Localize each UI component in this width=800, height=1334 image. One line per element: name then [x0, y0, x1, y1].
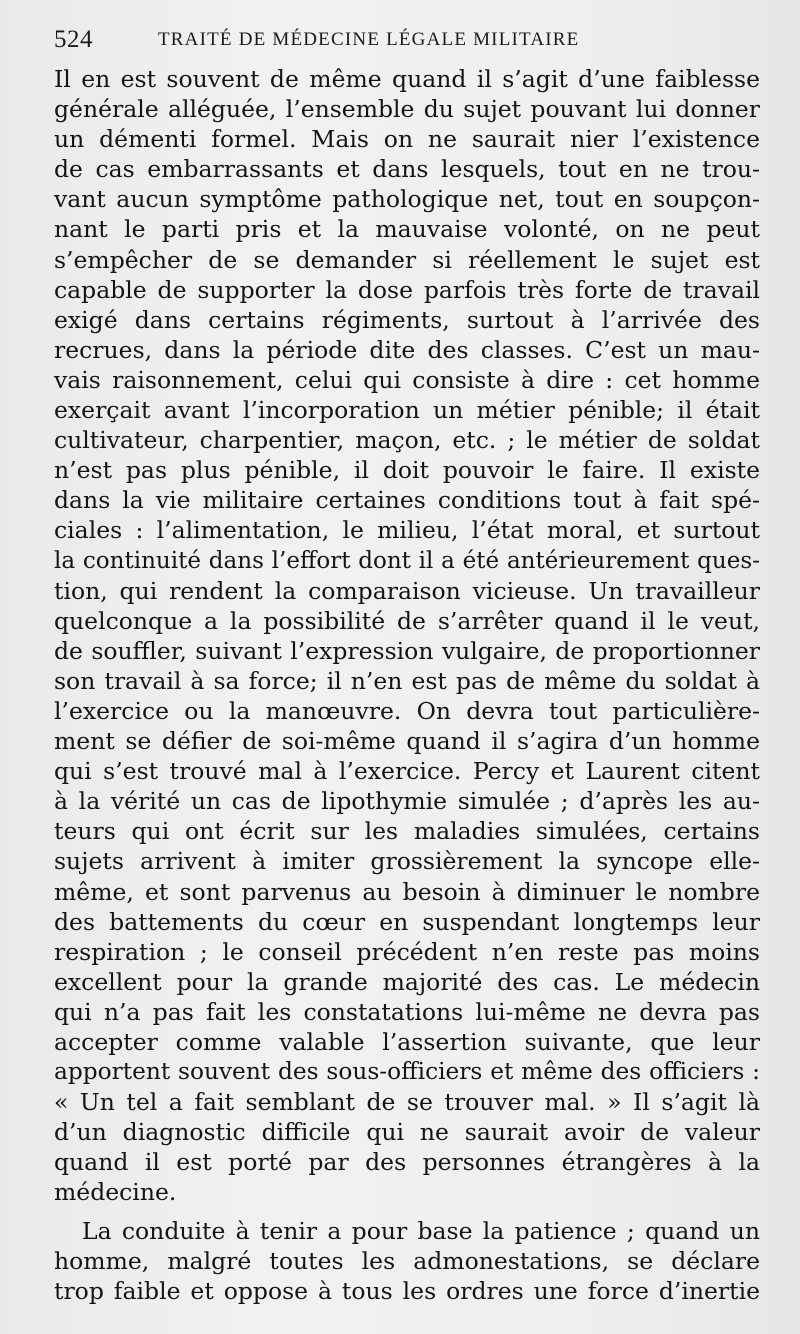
text-line: vant aucun symptôme pathologique net, tout en soupçon- — [54, 185, 760, 214]
text-line: exerçait avant l’incorporation un métier pénible; il était — [54, 396, 760, 425]
text-line: à la vérité un cas de lipothymie simulée ; d’après les au- — [54, 787, 760, 816]
text-line: teurs qui ont écrit sur les maladies simulées, certains — [54, 817, 760, 846]
text-line: de cas embarrassants et dans lesquels, tout en ne trou- — [54, 155, 760, 184]
text-line: qui n’a pas fait les constatations lui-même ne devra pas — [54, 997, 760, 1026]
running-title: TRAITÉ DE MÉDECINE LÉGALE MILITAIRE — [158, 29, 580, 50]
text-line: quand il est porté par des personnes étrangères à la — [54, 1148, 760, 1177]
text-line: vais raisonnement, celui qui consiste à dire : cet homme — [54, 365, 760, 394]
text-line: accepter comme valable l’assertion suivante, que leur — [54, 1028, 760, 1056]
text-line: recrues, dans la période dite des classes. C’est un mau- — [54, 335, 760, 364]
text-line: qui s’est trouvé mal à l’exercice. Percy et Laurent citent — [54, 757, 760, 786]
text-line: s’empêcher de se demander si réellement le sujet est — [54, 245, 760, 274]
text-line: n’est pas plus pénible, il doit pouvoir le faire. Il existe — [54, 456, 760, 485]
text-line: homme, malgré toutes les admonestations, se déclare — [54, 1246, 760, 1275]
text-line: générale alléguée, l’ensemble du sujet pouvant lui donner — [54, 95, 760, 124]
body-text — [54, 64, 760, 1306]
text-line: sujets arrivent à imiter grossièrement la syncope elle- — [54, 847, 760, 876]
text-line: nant le parti pris et la mauvaise volonté, on ne peut — [54, 215, 760, 244]
text-line: Il en est souvent de même quand il s’agit d’une faiblesse — [54, 65, 760, 93]
text-line: ciales : l’alimentation, le milieu, l’état moral, et surtout — [54, 516, 760, 545]
text-line: « Un tel a fait semblant de se trouver mal. » Il s’agit là — [54, 1088, 760, 1117]
text-line: tion, qui rendent la comparaison vicieuse. Un travailleur — [54, 576, 760, 605]
text-line: même, et sont parvenus au besoin à diminuer le nombre — [54, 877, 760, 906]
paragraph — [54, 1216, 760, 1306]
text-line: dans la vie militaire certaines conditions tout à fait spé- — [54, 486, 760, 515]
text-line: La conduite à tenir a pour base la patience ; quand un — [82, 1216, 760, 1245]
paragraph — [54, 64, 760, 1208]
text-line: d’un diagnostic difficile qui ne saurait avoir de valeur — [54, 1118, 760, 1147]
text-line: un démenti formel. Mais on ne saurait nier l’existence — [54, 125, 760, 154]
text-line: ment se défier de soi-même quand il s’agira d’un homme — [54, 727, 760, 756]
text-line: son travail à sa force; il n’en est pas de même du soldat à — [54, 666, 760, 695]
text-line: apportent souvent des sous-officiers et même des officiers : — [54, 1058, 760, 1086]
text-line: respiration ; le conseil précédent n’en reste pas moins — [54, 937, 760, 966]
text-line: l’exercice ou la manœuvre. On devra tout particulière- — [54, 696, 760, 725]
paragraph-gap — [54, 1208, 760, 1216]
text-line: cultivateur, charpentier, maçon, etc. ; le métier de soldat — [54, 426, 760, 455]
text-line: des battements du cœur en suspendant longtemps leur — [54, 907, 760, 936]
text-line: médecine. — [54, 1178, 177, 1207]
text-line: quelconque a la possibilité de s’arrêter quand il le veut, — [54, 606, 760, 635]
page-header — [54, 26, 764, 60]
text-line: exigé dans certains régiments, surtout à l’arrivée des — [54, 305, 760, 334]
text-line: excellent pour la grande majorité des cas. Le médecin — [54, 967, 760, 996]
text-line: de souffler, suivant l’expression vulgaire, de proportionner — [54, 636, 760, 665]
text-line: capable de supporter la dose parfois très forte de travail — [54, 275, 760, 304]
page-number: 524 — [54, 26, 93, 53]
text-line: trop faible et oppose à tous les ordres une force d’inertie — [54, 1276, 760, 1305]
text-line: la continuité dans l’effort dont il a été antérieurement ques- — [54, 547, 760, 574]
